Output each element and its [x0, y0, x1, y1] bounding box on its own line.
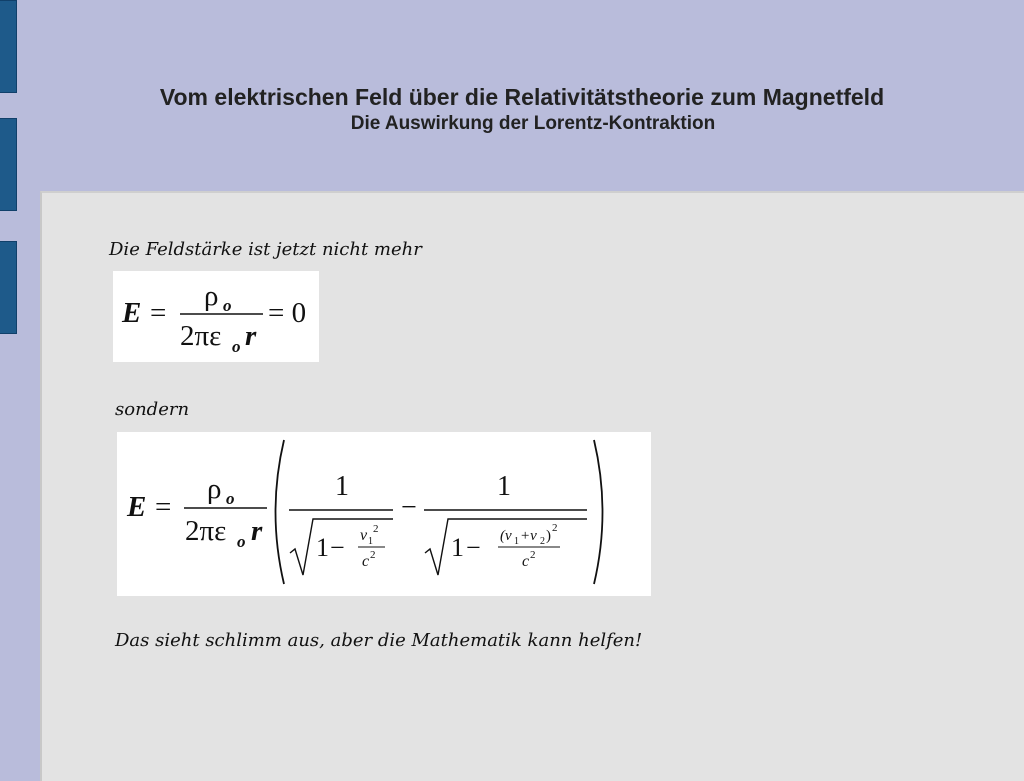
f2-term2-close: ) — [546, 528, 551, 544]
f2-term2-numerator: 1 — [497, 471, 511, 502]
f2-term1-c-sq: 2 — [370, 549, 376, 561]
f2-term2-sq: 2 — [552, 522, 558, 534]
f1-eq: = — [150, 297, 167, 329]
f2-lhs: E — [127, 491, 147, 523]
side-tab-2 — [0, 118, 17, 211]
side-tab-3 — [0, 241, 17, 334]
f2-left-paren — [276, 440, 285, 584]
f1-den-var: r — [245, 320, 257, 352]
f2-right-paren — [594, 440, 603, 584]
text-line-1: Die Feldstärke ist jetzt nicht mehr — [109, 239, 422, 260]
f1-den-sub: o — [232, 337, 241, 356]
text-line-3: Das sieht schlimm aus, aber die Mathematik kann helfen! — [115, 630, 643, 651]
f2-term2-root-one: 1 — [451, 533, 464, 562]
f1-rhs: = 0 — [268, 297, 307, 329]
f2-term2-open: (v — [500, 528, 512, 544]
f2-term1-c: c — [362, 553, 370, 570]
f2-den-var: r — [251, 515, 263, 547]
formula-1 — [113, 271, 319, 362]
f2-num-sub: o — [226, 489, 235, 508]
slide-title: Vom elektrischen Feld über die Relativitätstheorie zum Magnetfeld — [159, 84, 885, 110]
f2-term1-v-sq: 2 — [373, 523, 379, 535]
f1-numerator: ρ — [204, 280, 219, 312]
slide-header — [20, 82, 1024, 136]
f2-term2-c: c — [522, 553, 530, 570]
f1-num-sub: o — [223, 296, 232, 315]
f2-denominator: 2πε — [185, 515, 227, 547]
f1-denominator: 2πε — [180, 320, 222, 352]
f1-lhs: E — [122, 297, 142, 329]
f2-eq: = — [155, 491, 172, 523]
side-tab-1 — [0, 0, 17, 93]
f2-term2-plus: +v — [520, 528, 537, 544]
f2-term2-sub1: 1 — [514, 536, 519, 547]
formula-2 — [117, 432, 651, 596]
f2-term2-c-sq: 2 — [530, 549, 536, 561]
f2-term1-root-one: 1 — [316, 533, 329, 562]
f2-term2-sub2: 2 — [540, 536, 545, 547]
f2-den-sub: o — [237, 532, 246, 551]
f2-term1-root-minus: − — [330, 533, 345, 562]
f2-term1-v: v — [360, 527, 368, 544]
slide-subtitle: Die Auswirkung der Lorentz-Kontraktion — [350, 113, 716, 134]
f2-term2-root-minus: − — [466, 533, 481, 562]
text-line-2: sondern — [115, 399, 190, 420]
f2-minus: − — [401, 492, 417, 523]
f2-term1-numerator: 1 — [335, 471, 349, 502]
f2-term1-v-sub: 1 — [368, 536, 373, 547]
f2-numerator: ρ — [207, 473, 222, 505]
